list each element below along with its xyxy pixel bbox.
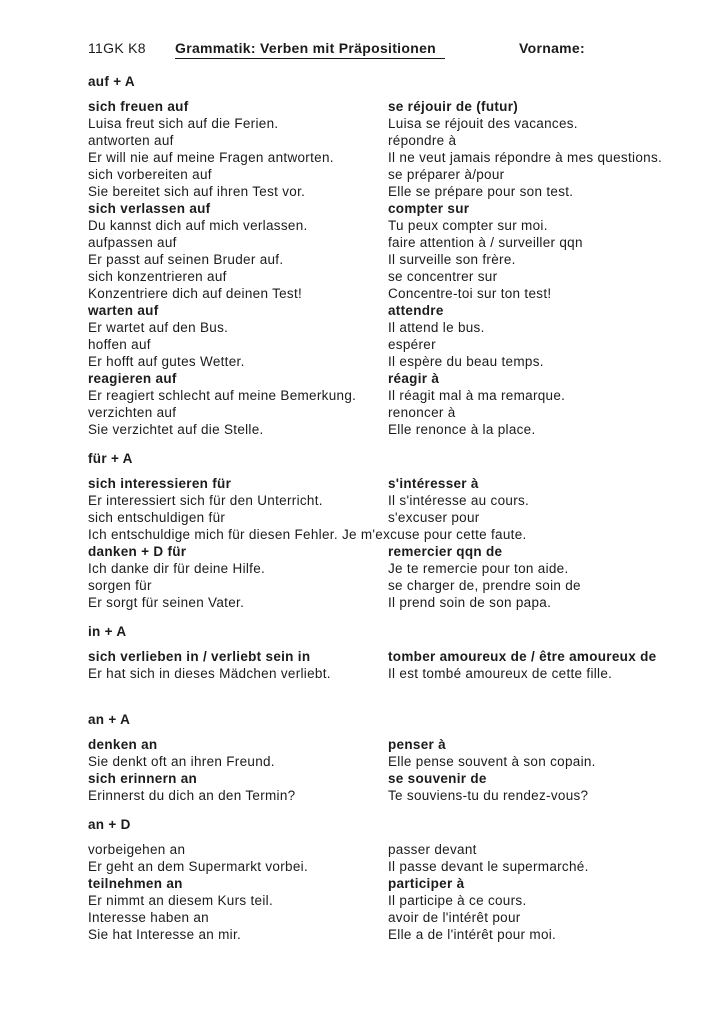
- french-text: tomber amoureux de / être amoureux de: [388, 649, 657, 664]
- french-text: Luisa se réjouit des vacances.: [388, 116, 578, 131]
- german-text: [88, 682, 388, 699]
- german-text: teilnehmen an: [88, 876, 183, 891]
- entry-row: [88, 115, 698, 132]
- german-text: Er nimmt an diesem Kurs teil.: [88, 893, 274, 908]
- french-text: se préparer à/pour: [388, 167, 505, 182]
- german-text: warten auf: [88, 303, 159, 318]
- section-heading: für + A: [88, 451, 133, 466]
- entry-row: [88, 319, 698, 336]
- german-text: sich interessieren für: [88, 476, 232, 491]
- entry-row: [88, 234, 698, 251]
- section-heading: in + A: [88, 624, 127, 639]
- entry-row: [88, 648, 698, 665]
- german-text: Er hat sich in dieses Mädchen verliebt.: [88, 666, 331, 681]
- entry-row: [88, 736, 698, 753]
- french-text: remercier qqn de: [388, 544, 503, 559]
- german-text: Ich entschuldige mich für diesen Fehler.: [88, 527, 338, 542]
- entry-row: [88, 166, 698, 183]
- entry-row: [88, 753, 698, 770]
- french-text: se réjouir de (futur): [388, 99, 519, 114]
- german-text: Erinnerst du dich an den Termin?: [88, 788, 296, 803]
- french-text: Te souviens-tu du rendez-vous?: [388, 788, 589, 803]
- verb-section: [88, 816, 698, 943]
- entry-row: [88, 353, 698, 370]
- french-text: Il réagit mal à ma remarque.: [388, 388, 566, 403]
- french-text: Concentre-toi sur ton test!: [388, 286, 552, 301]
- french-text: passer devant: [388, 842, 477, 857]
- german-text: Er geht an dem Supermarkt vorbei.: [88, 859, 308, 874]
- section-heading: auf + A: [88, 74, 135, 89]
- german-text: Er reagiert schlecht auf meine Bemerkung.: [88, 388, 357, 403]
- doc-header: [88, 40, 698, 59]
- german-text: Er hofft auf gutes Wetter.: [88, 354, 245, 369]
- name-label: Vorname:: [519, 40, 585, 56]
- french-text: Il attend le bus.: [388, 320, 485, 335]
- french-text: compter sur: [388, 201, 470, 216]
- german-text: Du kannst dich auf mich verlassen.: [88, 218, 308, 233]
- entry-row: [88, 543, 698, 560]
- german-text: sich entschuldigen für: [88, 510, 226, 525]
- german-text: vorbeigehen an: [88, 842, 186, 857]
- verb-section: [88, 450, 698, 611]
- entry-row: [88, 404, 698, 421]
- entry-row: [88, 302, 698, 319]
- german-text: sich erinnern an: [88, 771, 198, 786]
- entry-row: [88, 387, 698, 404]
- entry-row: [88, 526, 698, 543]
- french-text: Il participe à ce cours.: [388, 893, 527, 908]
- entry-row: [88, 787, 698, 804]
- entry-row: [88, 421, 698, 438]
- worksheet-title: Grammatik: Verben mit Präpositionen: [175, 40, 445, 59]
- german-text: sich verlassen auf: [88, 201, 211, 216]
- german-text: aufpassen auf: [88, 235, 177, 250]
- entry-row: [88, 926, 698, 943]
- german-text: sich konzentrieren auf: [88, 269, 227, 284]
- french-text: Elle a de l'intérêt pour moi.: [388, 927, 557, 942]
- german-text: antworten auf: [88, 133, 174, 148]
- german-text: Er will nie auf meine Fragen antworten.: [88, 150, 334, 165]
- french-text: se concentrer sur: [388, 269, 498, 284]
- french-text: Il passe devant le supermarché.: [388, 859, 589, 874]
- french-text: renoncer à: [388, 405, 456, 420]
- entry-row: [88, 183, 698, 200]
- french-text: penser à: [388, 737, 446, 752]
- french-text: s'excuser pour: [388, 510, 480, 525]
- sections-container: [88, 73, 698, 943]
- german-text: denken an: [88, 737, 158, 752]
- german-text: sich freuen auf: [88, 99, 189, 114]
- entry-row: [88, 909, 698, 926]
- entry-row: [88, 370, 698, 387]
- french-text: Il surveille son frère.: [388, 252, 516, 267]
- german-text: Er passt auf seinen Bruder auf.: [88, 252, 284, 267]
- french-text: Il s'intéresse au cours.: [388, 493, 530, 508]
- entry-row: [88, 217, 698, 234]
- german-text: sich vorbereiten auf: [88, 167, 212, 182]
- french-text: Je te remercie pour ton aide.: [388, 561, 569, 576]
- entry-row: [88, 892, 698, 909]
- entry-row: [88, 285, 698, 302]
- entry-row: [88, 475, 698, 492]
- entry-row: [88, 251, 698, 268]
- german-text: Sie bereitet sich auf ihren Test vor.: [88, 184, 306, 199]
- german-text: Er interessiert sich für den Unterricht.: [88, 493, 323, 508]
- german-text: sich verlieben in / verliebt sein in: [88, 649, 311, 664]
- entry-row: [88, 875, 698, 892]
- french-text: faire attention à / surveiller qqn: [388, 235, 583, 250]
- entry-row: [88, 858, 698, 875]
- combined-text: [88, 526, 698, 543]
- verb-section: [88, 73, 698, 438]
- french-text: attendre: [388, 303, 444, 318]
- french-text: participer à: [388, 876, 465, 891]
- verb-section: [88, 711, 698, 804]
- french-text: Il prend soin de son papa.: [388, 595, 552, 610]
- french-text: Elle se prépare pour son test.: [388, 184, 574, 199]
- french-text: Elle renonce à la place.: [388, 422, 536, 437]
- french-text: avoir de l'intérêt pour: [388, 910, 521, 925]
- german-text: Sie hat Interesse an mir.: [88, 927, 242, 942]
- entry-row: [88, 492, 698, 509]
- german-text: Interesse haben an: [88, 910, 209, 925]
- entry-row: [88, 665, 698, 682]
- entry-row: [88, 149, 698, 166]
- entry-row: [88, 200, 698, 217]
- french-text: Il espère du beau temps.: [388, 354, 544, 369]
- entry-row: [88, 268, 698, 285]
- section-heading: an + A: [88, 712, 131, 727]
- entry-row: [88, 509, 698, 526]
- german-text: Ich danke dir für deine Hilfe.: [88, 561, 266, 576]
- french-text: répondre à: [388, 133, 457, 148]
- german-text: Sie denkt oft an ihren Freund.: [88, 754, 275, 769]
- section-heading: an + D: [88, 817, 131, 832]
- german-text: reagieren auf: [88, 371, 177, 386]
- german-text: verzichten auf: [88, 405, 177, 420]
- french-text: [388, 682, 698, 699]
- german-text: danken + D für: [88, 544, 187, 559]
- course-code: 11GK K8: [88, 40, 146, 56]
- entry-row: [88, 98, 698, 115]
- german-text: Sie verzichtet auf die Stelle.: [88, 422, 264, 437]
- entry-row: [88, 132, 698, 149]
- german-text: sorgen für: [88, 578, 152, 593]
- german-text: Luisa freut sich auf die Ferien.: [88, 116, 279, 131]
- entry-row: [88, 841, 698, 858]
- french-text: Il est tombé amoureux de cette fille.: [388, 666, 613, 681]
- french-text: espérer: [388, 337, 436, 352]
- french-text: Je m'excuse pour cette faute.: [341, 527, 527, 542]
- french-text: Tu peux compter sur moi.: [388, 218, 548, 233]
- entry-row: [88, 594, 698, 611]
- entry-row: [88, 560, 698, 577]
- verb-section: [88, 623, 698, 699]
- german-text: Konzentriere dich auf deinen Test!: [88, 286, 303, 301]
- french-text: Elle pense souvent à son copain.: [388, 754, 596, 769]
- french-text: Il ne veut jamais répondre à mes questions.: [388, 150, 663, 165]
- french-text: se souvenir de: [388, 771, 487, 786]
- entry-row: [88, 336, 698, 353]
- german-text: hoffen auf: [88, 337, 151, 352]
- german-text: Er wartet auf den Bus.: [88, 320, 229, 335]
- entry-row: [88, 682, 698, 699]
- french-text: s'intéresser à: [388, 476, 479, 491]
- entry-row: [88, 577, 698, 594]
- french-text: réagir à: [388, 371, 440, 386]
- entry-row: [88, 770, 698, 787]
- french-text: se charger de, prendre soin de: [388, 578, 581, 593]
- german-text: Er sorgt für seinen Vater.: [88, 595, 245, 610]
